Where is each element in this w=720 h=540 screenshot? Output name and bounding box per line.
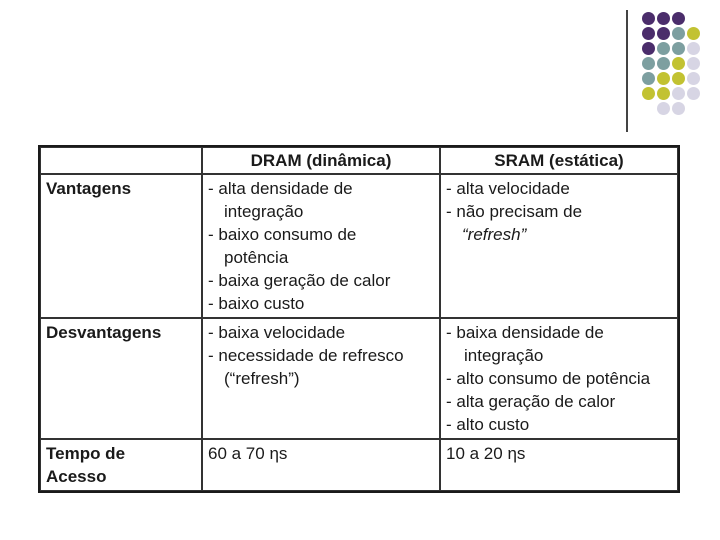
list-item: integração (224, 202, 304, 221)
decorative-dot (687, 27, 700, 40)
list-item: - necessidade de refresco (208, 346, 404, 365)
list-item: (“refresh”) (224, 369, 300, 388)
comparison-table (38, 145, 680, 493)
row-label-line: Acesso (46, 467, 107, 486)
decorative-dot (657, 27, 670, 40)
decorative-dot (687, 57, 700, 70)
table-row-tempo-acesso (40, 439, 678, 491)
list-item: - alto custo (446, 415, 530, 434)
row-label-vantagens: Vantagens (40, 174, 202, 318)
list-item: - baixo custo (208, 294, 305, 313)
decorative-dot (657, 102, 670, 115)
decorative-vertical-line (626, 10, 628, 132)
cell-sram-vantagens (440, 174, 678, 318)
decorative-dot (672, 72, 685, 85)
decorative-dot (687, 72, 700, 85)
decorative-dot (672, 42, 685, 55)
list-item: - baixa velocidade (208, 323, 346, 342)
decorative-dot (642, 87, 655, 100)
decorative-dot (657, 42, 670, 55)
cell-dram-tempo-acesso (202, 439, 440, 491)
header-dram: DRAM (dinâmica) (202, 147, 440, 174)
list-item: - baixo consumo de (208, 225, 357, 244)
decorative-dot (672, 57, 685, 70)
decorative-dot (657, 72, 670, 85)
table-row-vantagens (40, 174, 678, 318)
cell-dram-vantagens (202, 174, 440, 318)
decorative-dot (687, 42, 700, 55)
decorative-dot (657, 12, 670, 25)
cell-sram-tempo-acesso (440, 439, 678, 491)
table-row-desvantagens (40, 318, 678, 439)
table-header-row (40, 147, 678, 174)
list-item: - alta velocidade (446, 179, 570, 198)
decorative-dot-grid (640, 10, 720, 120)
decorative-dot (642, 72, 655, 85)
list-item: - alto consumo de potência (446, 369, 651, 388)
list-item: - não precisam de (446, 202, 583, 221)
decorative-dot (672, 12, 685, 25)
decorative-dot (672, 87, 685, 100)
list-item: 10 a 20 ηs (446, 444, 526, 463)
cell-dram-desvantagens (202, 318, 440, 439)
row-label-line: Tempo de (46, 444, 126, 463)
list-item: 60 a 70 ηs (208, 444, 288, 463)
list-item: - baixa densidade de (446, 323, 604, 342)
decorative-dot (687, 87, 700, 100)
row-label-desvantagens: Desvantagens (40, 318, 202, 439)
header-empty-cell (40, 147, 202, 174)
decorative-dot (642, 27, 655, 40)
list-item: - alta geração de calor (446, 392, 616, 411)
list-item: “refresh” (462, 225, 527, 244)
decorative-dot (642, 57, 655, 70)
decorative-dot (642, 42, 655, 55)
decorative-dot (657, 87, 670, 100)
row-label-tempo-acesso (40, 439, 202, 491)
decorative-dot (672, 102, 685, 115)
decorative-dot (657, 57, 670, 70)
decorative-dot (642, 12, 655, 25)
list-item: integração (464, 346, 544, 365)
cell-sram-desvantagens (440, 318, 678, 439)
header-sram: SRAM (estática) (440, 147, 678, 174)
decorative-dot (672, 27, 685, 40)
list-item: - baixa geração de calor (208, 271, 391, 290)
list-item: potência (224, 248, 289, 267)
list-item: - alta densidade de (208, 179, 353, 198)
